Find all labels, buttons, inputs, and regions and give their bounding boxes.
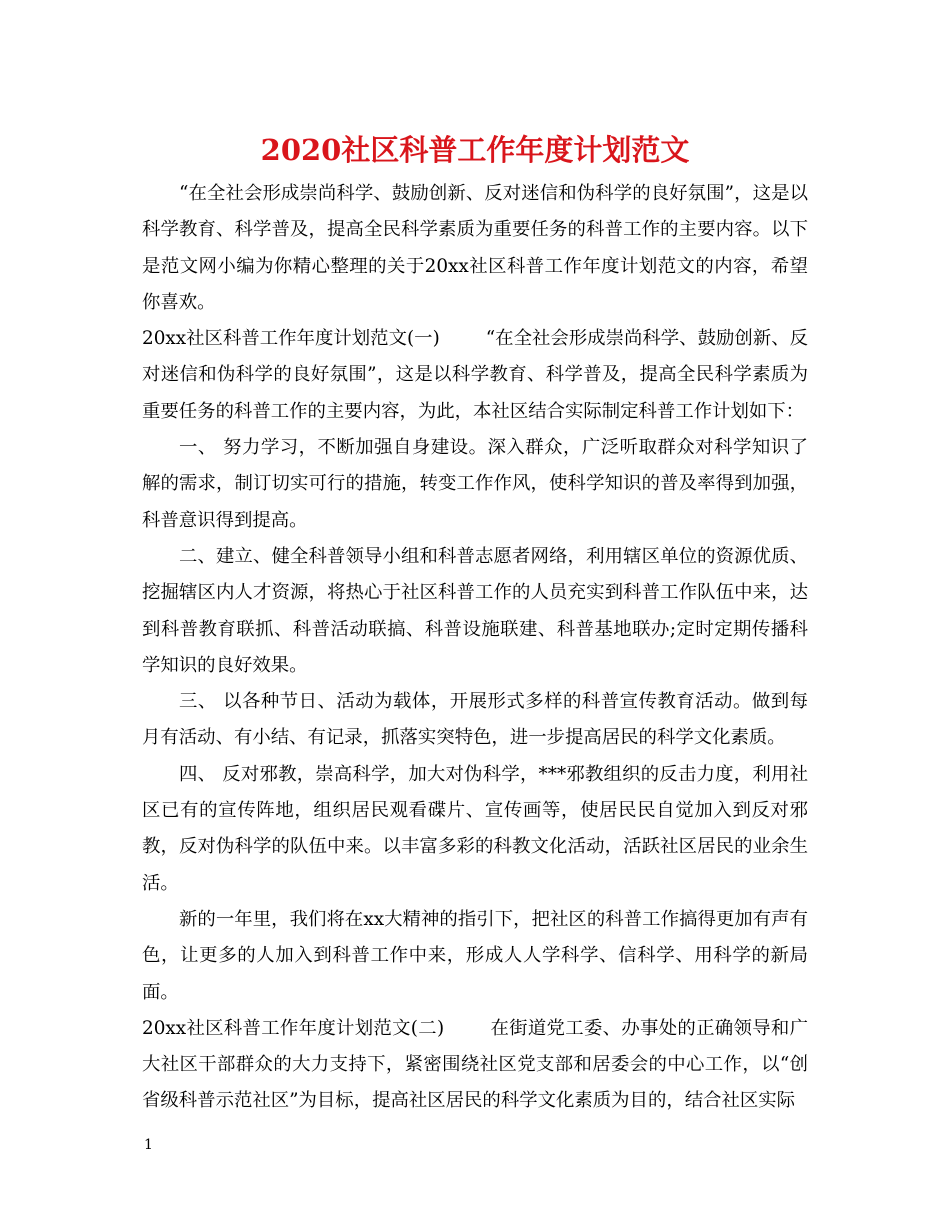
section-heading-one: 20xx社区科普工作年度计划范文(一)	[142, 328, 440, 350]
paragraph-intro: “在全社会形成崇尚科学、鼓励创新、反对迷信和伪科学的良好氛围”，这是以科学教育、科学普及，提高全民科学素质为重要任务的科普工作的主要内容。以下是范文网小编为你精心整理的关于20xx社区科普工作年度计划范文的内容，希望你喜欢。	[142, 183, 808, 313]
paragraph-item-1: 一、 努力学习，不断加强自身建设。深入群众，广泛听取群众对科学知识了解的需求，制订切实可行的措施，转变工作作风，使科学知识的普及率得到加强，科普意识得到提高。	[142, 437, 808, 531]
paragraph-item-2: 二、建立、健全科普领导小组和科普志愿者网络，利用辖区单位的资源优质、挖掘辖区内人才资源，将热心于社区科普工作的人员充实到科普工作队伍中来，达到科普教育联抓、科普活动联搞、科普设施联建、科普基地联办;定时定期传播科学知识的良好效果。	[142, 545, 808, 676]
section-one-body: “在全社会形成崇尚科学、鼓励创新、反对迷信和伪科学的良好氛围”，这是以科学教育、科学普及，提高全民科学素质为重要任务的科普工作的主要内容，为此，本社区结合实际制定科普工作计划如下：	[142, 328, 808, 422]
paragraph-plan-one	[142, 321, 808, 430]
paragraph-closing: 新的一年里，我们将在xx大精神的指引下，把社区的科普工作搞得更加有声有色，让更多的人加入到科普工作中来，形成人人学科学、信科学、用科学的新局面。	[142, 908, 808, 1003]
paragraph-plan-two	[142, 1011, 808, 1120]
paragraph-item-3: 三、 以各种节日、活动为载体，开展形式多样的科普宣传教育活动。做到每月有活动、有小结、有记录，抓落实突特色，进一步提高居民的科学文化素质。	[142, 691, 808, 749]
section-heading-two: 20xx社区科普工作年度计划范文(二)	[142, 1017, 445, 1039]
document-title: 2020社区科普工作年度计划范文	[260, 133, 690, 167]
page-number: 1	[144, 1137, 153, 1153]
paragraph-item-4: 四、 反对邪教，崇高科学，加大对伪科学，***邪教组织的反击力度，利用社区已有的宣传阵地，组织居民观看碟片、宣传画等，使居民民自觉加入到反对邪教，反对伪科学的队伍中来。以丰富多彩的科教文化活动，活跃社区居民的业余生活。	[142, 763, 808, 894]
section-two-body: 在街道党工委、办事处的正确领导和广大社区干部群众的大力支持下，紧密围绕社区党支部和居委会的中心工作，以“创省级科普示范社区”为目标，提高社区居民的科学文化素质为目的，结合社区实际	[142, 1017, 808, 1112]
document-body	[142, 176, 808, 1120]
